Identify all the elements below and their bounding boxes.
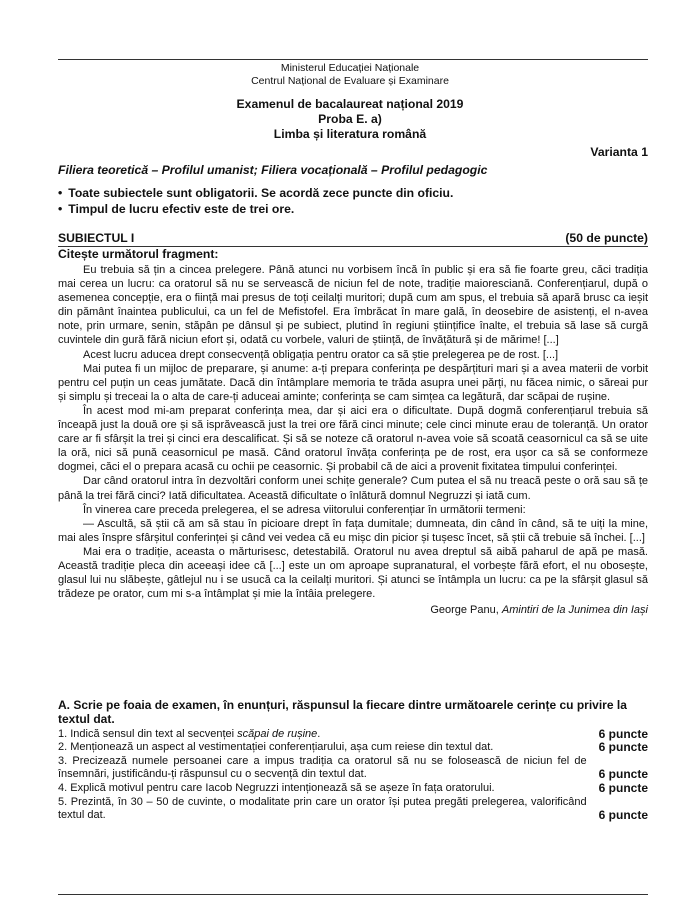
- question-points: 6 puncte: [598, 767, 648, 782]
- variant-label: Varianta 1: [590, 145, 648, 159]
- proba-label: Proba E. a): [318, 112, 382, 126]
- section-instruction: Citește următorul fragment:: [58, 247, 219, 261]
- question-quoted-phrase: scăpai de rușine: [237, 727, 318, 740]
- header-rule: [58, 59, 648, 60]
- question-text-part: 1. Indică sensul din text al secvenței: [58, 727, 238, 740]
- exam-title-block: [0, 97, 700, 142]
- question-points: 6 puncte: [598, 808, 648, 823]
- question-text: 5. Prezintă, în 30 – 50 de cuvinte, o modalitate prin care un orator își putea pregăti prelegerea, valorificând textul dat.: [58, 795, 587, 822]
- question-item: [58, 728, 648, 742]
- exam-title: Examenul de bacalaureat național 2019: [236, 97, 464, 111]
- question-item: [58, 782, 648, 796]
- fragment-paragraph: Mai era o tradiție, aceasta o mărturisesc, detestabilă. Oratorul nu avea dreptul să aibă paharul de apă pe masă. Această tradiție pleca din aceeași idee că [...] este un om aproape supranatural, el vorbește fără efort, el nu obosește, glasul lui nu slăbește, gâtlejul nu i se usucă ca la ceilalți muritori. Și atunci se întâmpla un lucru: ca pe la sfârșit glasul să trădeze pe orator, cum mi s-a întâmplat și mie la întâia prelegere.: [58, 545, 648, 601]
- fragment-source: [58, 603, 648, 617]
- fragment-paragraph: Mai putea fi un mijloc de preparare, și anume: a-ți prepara conferința pe despărțituri mari și a avea materii de vorbit pentru cel puțin un ceas jumătate. Dacă din întâmplare memoria te trăda asupra unei părți, nu făcea nimic, o săreai pur și simplu și treceai la o alta de care-ți aduceai aminte; conferința se cam simțea ca legătură, dar scăpai de rușine.: [58, 362, 648, 403]
- section-title: SUBIECTUL I: [58, 231, 135, 245]
- institution-header: [0, 62, 700, 88]
- fragment-paragraph: În vinerea care preceda prelegerea, el se adresa viitorului conferențiar în următorii termeni:: [83, 503, 526, 516]
- question-points: 6 puncte: [598, 740, 648, 755]
- source-author: George Panu,: [430, 604, 499, 617]
- fragment-paragraph: Acest lucru aducea drept consecvență obligația pentru orator ca să știe prelegerea pe de rost. [...]: [83, 348, 559, 361]
- question-text: [58, 728, 599, 742]
- fragment-paragraph: — Ascultă, să știi că am să stau în picioare drept în fața dumitale; dumneata, din când în când, să te uiți la mine, mai ales înspre sfârșitul conferinței și când vei vedea că eu mișc din picior și tușesc încet, să știi că trebuie să închei. [...]: [58, 517, 648, 544]
- fragment-text: [58, 263, 648, 617]
- question-text: 4. Explică motivul pentru care Iacob Negruzzi intenționează să se așeze în fața oratorului.: [58, 781, 495, 794]
- question-points: 6 puncte: [598, 726, 648, 741]
- center-name: Centrul Național de Evaluare și Examinare: [251, 75, 449, 87]
- section-header: [58, 231, 648, 247]
- question-item: [58, 755, 648, 782]
- fragment-paragraph: În acest mod mi-am preparat conferința mea, dar și aici era o dificultate. După dogmă conferențiarul trebuia să înceapă just la două ore și să isprăvească just la trei ore fără cinci minute; cele cinci minute erau de toleranță. Un orator care ar fi sfârșit la trei și cinci era descalificat. Și să se noteze că oratorul n-avea voie să scoată ceasornicul ca să se uite la oră, nici să pună ceasornicul pe masă. Când oratorul învăța conferința pe de rost, era ușor ca să se conformeze dogmei, căci el o prepara acasă cu ochii pe ceasornic. Și probabil că de aici a provenit fixitatea timpului conferinței.: [58, 404, 648, 474]
- rule-item: • Toate subiectele sunt obligatorii. Se acordă zece puncte din oficiu.: [58, 185, 453, 201]
- footer-rule: [58, 894, 648, 895]
- question-item: [58, 796, 648, 823]
- task-section: [58, 699, 648, 823]
- question-text: 3. Precizează numele persoanei care a impus tradiția ca oratorul să nu se folosească de niciun fel de însemnări, justificându-ți răspunsul cu o secvență din textul dat.: [58, 754, 587, 781]
- question-points: 6 puncte: [598, 780, 648, 795]
- source-work: Amintiri de la Junimea din Iași: [501, 604, 648, 617]
- rule-item: • Timpul de lucru efectiv este de trei ore.: [58, 201, 453, 217]
- question-text-part: .: [317, 727, 321, 740]
- question-text: 2. Menționează un aspect al vestimentației conferențiarului, așa cum reiese din textul dat.: [58, 741, 494, 754]
- subject-title: Limba și literatura română: [273, 127, 427, 141]
- task-title: A. Scrie pe foaia de examen, în enunțuri, răspunsul la fiecare dintre următoarele cerințe cu privire la textul dat.: [58, 698, 627, 726]
- profile-line: Filiera teoretică – Profilul umanist; Filiera vocațională – Profilul pedagogic: [58, 163, 488, 177]
- fragment-paragraph: Dar când oratorul intra în dezvoltări conform unei schițe generale? Cum putea el să nu treacă peste o oră sau să țe până la trei fără cinci? Iată dificultatea. Această dificultate o înlătură domnul Negruzzi și iată cum.: [58, 475, 648, 502]
- question-item: [58, 741, 648, 755]
- fragment-paragraph: Eu trebuia să țin a cincea prelegere. Până atunci nu vorbisem încă în public și era să fie foarte greu, căci tradiția mai cerea un lucru: ca oratorul să nu se servească de niciun fel de note, tradiție maioresciană. Conferențiarul, după o asemenea concepție, era o ființă mai presus de toți ceilalți muritori; după cum am spus, el trebuia să apară brusc ca ieșit din pământ înaintea publicului, ca un fel de Mefistofel. Era îmbrăcat în mare gală, în deosebire de asistenți, el n-avea note, prin urmare, senin, stăpân pe dânsul și pe subiect, plutind în regiuni științifice înalte, el trebuia să lase să curgă cuvintele din gură fără niciun efort și, odată cu vorbele, valuri de știință, de învățătură și de mărime! [...]: [58, 264, 648, 347]
- ministry-name: Ministerul Educației Naționale: [280, 62, 420, 74]
- section-points: (50 de puncte): [565, 231, 648, 245]
- exam-rules: [58, 185, 453, 217]
